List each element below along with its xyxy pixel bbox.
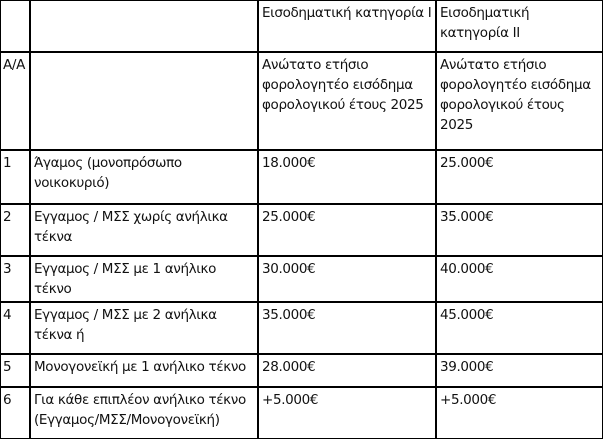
row-cat2-value: 40.000€: [436, 256, 603, 302]
header-income-category-1: Εισοδηματική κατηγορία Ι: [258, 0, 436, 52]
header-category-cell-empty: [30, 0, 258, 52]
table-row: [0, 204, 603, 256]
header-max-income-cat1: Ανώτατο ετήσιο φορολογητέο εισόδημα φορολογικού έτους 2025: [258, 52, 436, 150]
header-row-category-titles: [0, 0, 603, 52]
row-cat2-value: 45.000€: [436, 302, 603, 354]
table-row: [0, 256, 603, 302]
row-category: Εγγαμος / ΜΣΣ με 2 ανήλικα τέκνα ή: [30, 302, 258, 354]
header-category-label-empty: [30, 52, 258, 150]
row-cat1-value: 18.000€: [258, 150, 436, 204]
table-row: [0, 302, 603, 354]
table-row: [0, 150, 603, 204]
row-category: Για κάθε επιπλέον ανήλικο τέκνο (Εγγαμος/ΜΣΣ/Μονογονεϊκή): [30, 387, 258, 439]
row-category: Μονογονεϊκή με 1 ανήλικο τέκνο: [30, 354, 258, 387]
row-number: 1: [0, 150, 30, 204]
header-income-category-2: Εισοδηματική κατηγορία ΙΙ: [436, 0, 603, 52]
row-category: Εγγαμος / ΜΣΣ χωρίς ανήλικα τέκνα: [30, 204, 258, 256]
row-cat2-value: 25.000€: [436, 150, 603, 204]
table-row: [0, 354, 603, 387]
row-cat1-value: 35.000€: [258, 302, 436, 354]
header-row-max-income: [0, 52, 603, 150]
row-number: 4: [0, 302, 30, 354]
row-cat1-value: 28.000€: [258, 354, 436, 387]
row-cat1-value: 30.000€: [258, 256, 436, 302]
header-aa-label: Α/Α: [0, 52, 30, 150]
row-cat2-value: +5.000€: [436, 387, 603, 439]
header-aa-cell-empty: [0, 0, 30, 52]
row-number: 5: [0, 354, 30, 387]
row-cat2-value: 35.000€: [436, 204, 603, 256]
row-cat1-value: 25.000€: [258, 204, 436, 256]
row-number: 3: [0, 256, 30, 302]
row-category: Εγγαμος / ΜΣΣ με 1 ανήλικο τέκνο: [30, 256, 258, 302]
row-category: Άγαμος (μονοπρόσωπο νοικοκυριό): [30, 150, 258, 204]
row-number: 2: [0, 204, 30, 256]
row-cat1-value: +5.000€: [258, 387, 436, 439]
table-row: [0, 387, 603, 439]
row-number: 6: [0, 387, 30, 439]
header-max-income-cat2: Ανώτατο ετήσιο φορολογητέο εισόδημα φορολογικού έτους 2025: [436, 52, 603, 150]
row-cat2-value: 39.000€: [436, 354, 603, 387]
